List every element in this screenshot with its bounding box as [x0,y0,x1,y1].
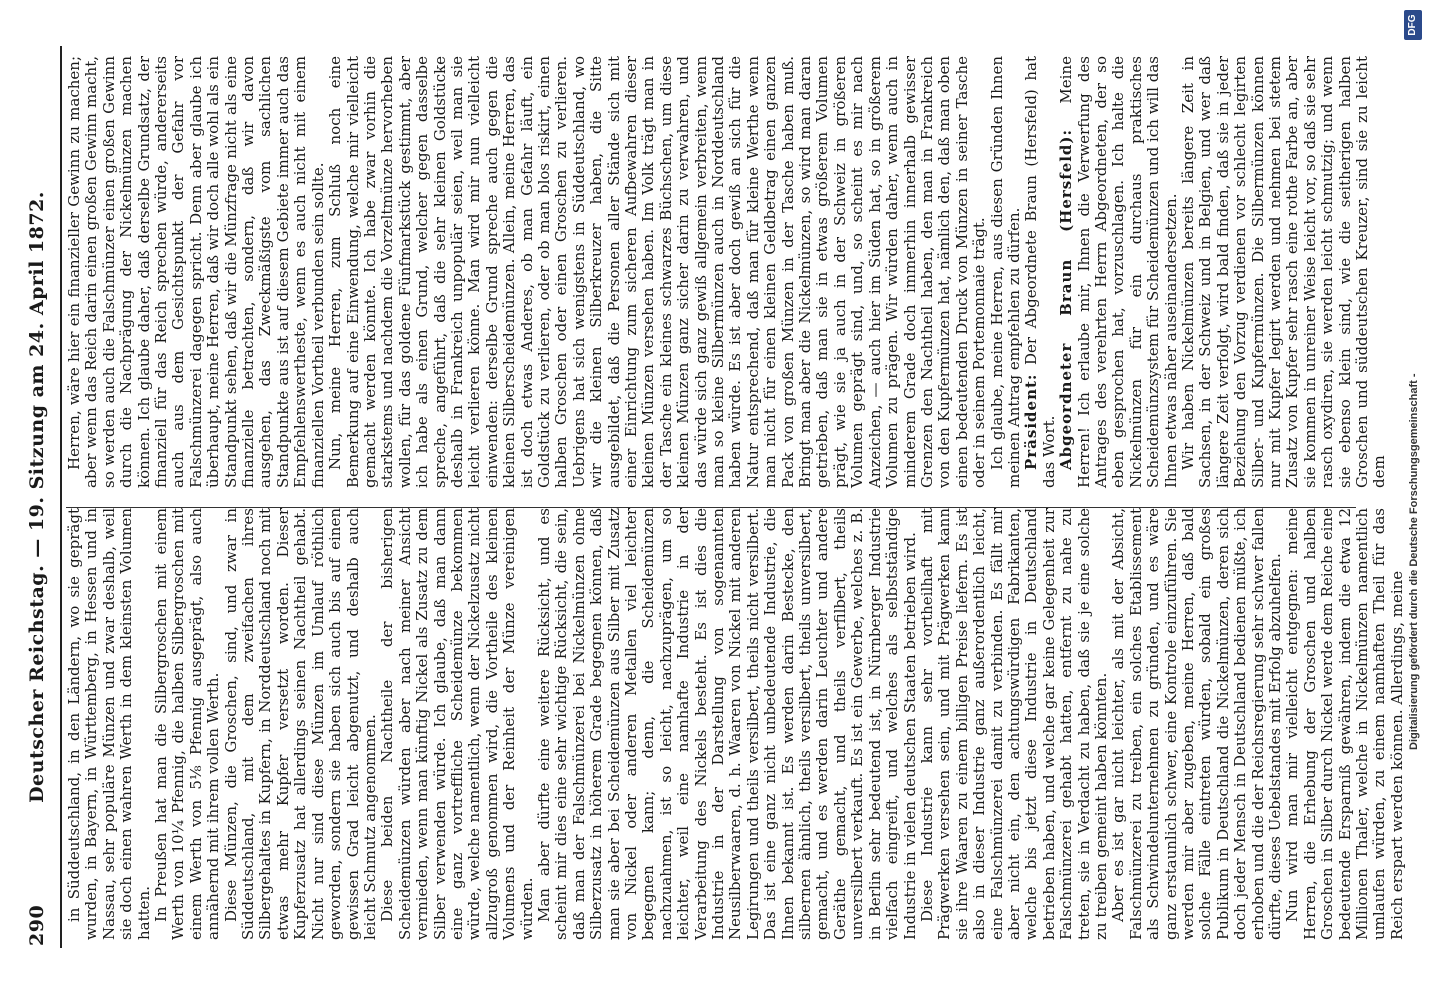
paragraph: Herren, wäre hier ein finanzieller Gewinn zu machen; aber wenn das Reich darin einen großen Gewinn macht, so werden auch die Falschmünzer einen großen Gewinn durch die Nachprägung der Nickelmünzen machen können. Ich glaube daher, daß derselbe Grundsatz, der finanziell für das Reich sprechen würde, andererseits auch aus dem Gesichtspunkt der Gefahr vor Falschmünzerei dagegen spricht. Denn aber glaube ich überhaupt, meine Herren, daß wir doch alle wohl als ein Standpunkt sehen, daß wir die Münzfrage nicht als eine finanzielle betrachten, sondern, daß wir davon ausgehen, das Zweckmäßigste vom sachlichen Standpunkte aus ist auf diesem Gebiete immer auch das Empfehlenswertheste, wenn es auch nicht mit einem finanziellen Vortheil verbunden sein sollte. [65,56,327,488]
header-rule [60,46,62,948]
dfg-logo: DFG [1404,10,1422,40]
paragraph: Diese Münzen, die Groschen, sind, und zwar in Süddeutschland, mit dem zweifachen ihres Silbergehaltes in Kupfern, in Norddeutschland noch mit etwas mehr Kupfer versetzt worden. Dieser Kupferzusatz hat allerdings seinen Nachtheil gehabt. Nicht nur sind diese Münzen im Umlauf röthlich geworden, sondern sie haben sich auch bis auf einen gewissen Grad leicht abgenutzt, und deshalb auch leicht Schmutz angenommen. [221,508,379,940]
paragraph: Ich glaube, meine Herren, aus diesen Gründen Ihnen meinen Antrag empfehlen zu dürfen. [987,56,1023,488]
paragraph: Nun wird man mir vielleicht entgegnen: meine Herren, die Erhebung der Groschen und halben Groschen in Silber durch Nickel werde dem Reiche eine bedeutende Ersparniß gewähren, indem die etwa 12 Millionen Thaler, welche in Nickelmünzen namentlich umlaufen würden, zu einem namhaften Theil für das Reich erspart werden können. Allerdings, meine [1283,508,1406,940]
speech-president [1023,56,1058,488]
paragraph: in Süddeutschland, in den Ländern, wo sie geprägt wurden, in Bayern, in Württemberg, in Hessen und in Nassau, sehr populäre Münzen und zwar deshalb, weil sie doch einen wahren Werth in dem kleinsten Volumen hatten. [65,508,153,940]
paragraph: Man aber dürfte eine weitere Rücksicht, und es scheint mir dies eine sehr wichtige Rücksicht, die sein, daß man der Falschmünzerei bei Nickelmünzen ohne Silberzusatz in höherem Grade begegnen können, daß man sie aber bei Scheidemünzen aus Silber mit Zusatz von Nickel oder anderen Metallen viel leichter begegnen kann; denn, die Scheidemünzen nachzuahmen, ist so leicht, nachzuprägen, um so leichter, weil eine namhafte Industrie in der Verarbeitung des Nickels besteht. Es ist dies die Industrie in der Darstellung von sogenannten Neusilberwaaren, d. h. Waaren von Nickel mit anderen Legirungen und theils versilbert, theils nicht versilbert. Das ist eine ganz nicht unbedeutende Industrie, die Ihnen bekannt ist. Es werden darin Bestecke, den silbernen ähnlich, theils versilbert, theils unversilbert, gemacht, und es werden darin Leuchter und andere Geräthe gemacht, und theils verfilbert, theils unversilbert verkauft. Es ist ein Gewerbe, welches z. B. in Berlin sehr bedeutend ist, in Nürnberger Industrie vielfach eingreift, und welches als selbstständige Industrie in vielen deutschen Staaten betrieben wird. [534,508,919,940]
speech-braun [1058,56,1180,488]
digitization-credit: Digitalisierung gefördert durch die Deutsche Forschungsgemeinschaft - [1408,373,1420,750]
column-divider [66,507,1356,508]
left-column [65,508,1406,940]
speaker-name: Abgeordneter Braun (Hersfeld): [1057,128,1076,470]
page-number: 290 [26,904,48,946]
paragraph: Wir haben Nickelmünzen bereits längere Zeit in Sachsen, in der Schweiz und in Belgien, und wer daß längere Zeit verfolgt, wird bald finden, daß sie in jeder Beziehung den Vorzug verdienen vor schlecht legirten Silber- und Kupfermünzen. Die Silbermünzen können nur mit Kupfer legirt werden und nehmen bei stetem Zusatz von Kupfer sehr rasch eine rothe Farbe an, aber sie kommen in unreiner Weise leicht vor, so daß sie sehr rasch oxydiren, sie werden leicht schmutzig; und wenn sie ebenso klein sind, wie die seitherigen halben Groschen und süddeutschen Kreuzer, sind sie zu leicht dem [1179,56,1389,488]
speaker-name: Präsident: [1022,373,1041,470]
paragraph: Diese Industrie kann sehr vortheilhaft mit Prägwerken versehen sein, und mit Prägwerken kann sie ihre Waaren zu einem billigen Preise liefern. Es ist also in dieser Industrie ganz außerordentlich leicht, eine Falschmünzerei damit zu verbinden. Es fällt mir aber nicht ein, den achtungswürdigen Fabrikanten, welche bis jetzt diese Industrie in Deutschland betrieben haben, und welche gar keine Gelegenheit zur Falschmünzerei gehabt hatten, entfernt zu nahe zu treten, sie in Verdacht zu haben, daß sie je eine solche zu treiben gemeint haben könnten. [917,508,1110,940]
speech-text: Meine Herren! Ich erlaube mir, Ihnen die Verwerfung des Antrages des verehrten Herrn Abgeordneten, der so eben gesprochen hat, vorzuschlagen. Ich halte die Nickelmünzen für ein durchaus praktisches Scheidemünzsystem für Scheidemünzen und ich will das Ihnen etwas näher auseinandersetzen. [1057,56,1180,488]
paragraph: In Preußen hat man die Silbergroschen mit einem Werth von 10¼ Pfennig, die halben Silbergroschen mit einem Werth von 5⅛ Pfennig ausgeprägt, also auch annähernd mit ihrem vollen Werth. [152,508,223,940]
paragraph: Nun, meine Herren, zum Schluß noch eine Bemerkung auf eine Einwendung, welche mir vielleicht gemacht werden könnte. Ich habe zwar vorhin die starkstems und nachdem die Vorzeltmünze hervorheben wollen, für das goldene Fünfmarkstück gestimmt, aber ich habe als einen Grund, welcher gegen dasselbe spreche, angeführt, daß die sehr kleinen Goldstücke deshalb in Frankreich unpopulär seien, weil man sie leicht verlieren könne. Man wird mir nun vielleicht einwenden: derselbe Grund spreche auch gegen die kleinen Silberscheidemünzen. Allein, meine Herren, das ist doch etwas Anderes, ob man Gefahr läuft, ein Goldstück zu verlieren, oder ob man blos riskirt, einen halben Groschen oder einen Groschen zu verlieren. Uebrigens hat sich wenigstens in Süddeutschland, wo wir die kleinen Silberkreuzer haben, die Sitte ausgebildet, daß die Personen aller Stände sich mit einer Einrichtung zum sicheren Aufbewahren dieser kleinen Münzen versehen haben. Im Volk trägt man in der Tasche ein kleines schwarzes Büchschen, um diese kleinen Münzen ganz sicher darin zu verwahren, und das würde sich ganz gewiß allgemein verbreiten, wenn man so kleine Silbermünzen auch in Norddeutschland haben würde. Es ist aber doch gewiß an sich für die Natur entsprechend, daß man für kleine Werthe wenn man nicht für einen kleinen Geldbetrag einen ganzen Pack von großen Münzen in der Tasche haben muß. Bringt man aber die Nickelmünzen, so wird man daran getrieben, daß man sie in etwas größerem Volumen prägt, wie sie ja auch in der Schweiz in größeren Volumen geprägt sind, und, so scheint es mir nach Anzeichen, — auch hier im Süden hat, so in größerem Volumen zu prägen. Wir würden daher, wenn auch in minderem Grade doch immerhin innerhalb gewisser Grenzen den Nachtheil haben, den man in Frankreich von den Kupfermünzen hat, nämlich den, daß man oben einen bedeutenden Druck von Münzen in seiner Tasche oder in seinem Portemonnaie trägt. [326,56,989,488]
paragraph: Diese beiden Nachtheile der bisherigen Scheidemünzen würden aber nach meiner Ansicht vermieden, wenn man künftig Nickel als Zusatz zu dem Silber verwenden würde. Ich glaube, daß man dann eine ganz vortreffliche Scheidemünze bekommen würde, welche namentlich, wenn der Nickelzusatz nicht allzugroß genommen wird, die Vortheile des kleinen Volumens und der Reinheit der Münze vereinigen würden. [378,508,536,940]
speech-text: Der Abgeordnete Braun (Hersfeld) hat das Wort. [1022,56,1058,488]
page-header [18,46,58,948]
running-head: Deutscher Reichstag. — 19. Sitzung am 24. April 1872. [26,191,48,803]
right-column [65,56,1389,488]
paragraph: Aber es ist gar nicht leichter, als mit der Absicht, Falschmünzerei zu treiben, ein solches Etablissement als Schwindelunternehmen zu gründen, und es wäre ganz erstaunlich schwer, eine Kontrole einzuführen. Sie werden mir aber zugeben, meine Herren, daß bald solche Fälle eintreten würden, sobald ein großes Publikum in Deutschland die Nickelmünzen, deren sich doch jeder Mensch in Deutschland bedienen müßte, ich erhoben und die der Reichsregierung sehr schwer fallen dürfte, dieses Uebelstandes mit Erfolg abzuhelfen. [1109,508,1285,940]
